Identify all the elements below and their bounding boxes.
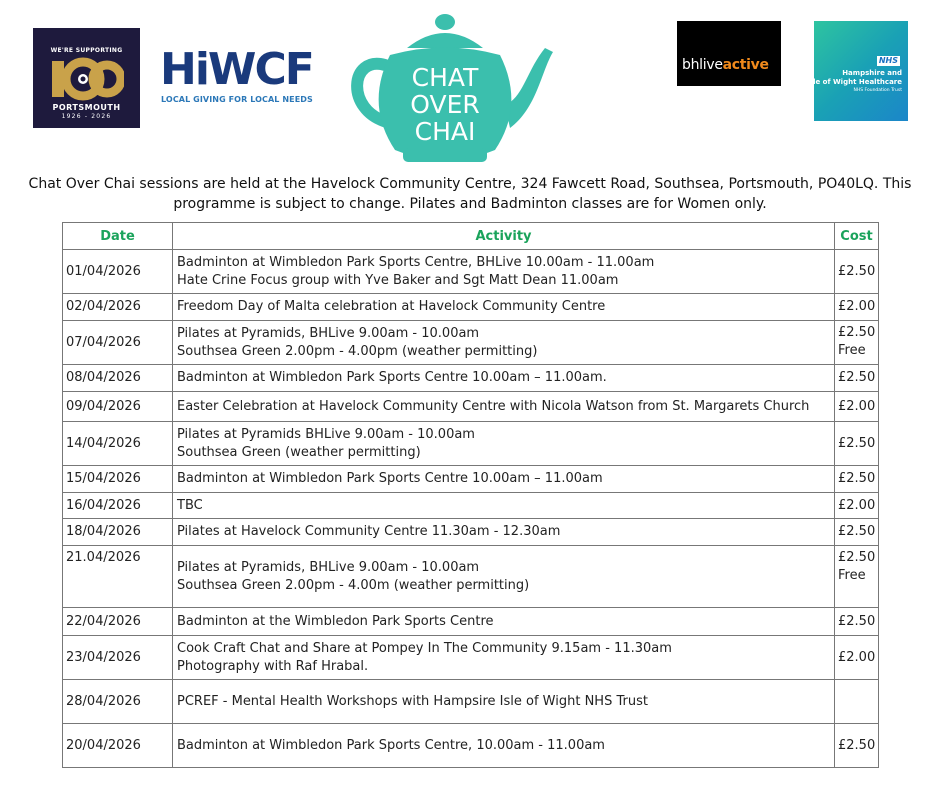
- activity-line: Pilates at Havelock Community Centre 11.30am - 12.30am: [177, 524, 561, 539]
- cell-cost: [835, 546, 879, 608]
- table-row: [63, 321, 879, 365]
- cost-line: £2.50: [838, 325, 876, 340]
- activity-line: Pilates at Pyramids, BHLive 9.00am - 10.00am: [177, 559, 480, 575]
- table-row: [63, 680, 879, 724]
- activity-line: Badminton at Wimbledon Park Sports Centre 10.00am – 11.00am.: [177, 370, 607, 385]
- schedule-table: [62, 222, 879, 768]
- cell-activity: [173, 546, 835, 608]
- table-row: [63, 493, 879, 519]
- header-activity: Activity: [173, 223, 835, 250]
- cost-line: £2.50: [838, 613, 876, 629]
- cell-date: 21.04/2026: [63, 546, 173, 608]
- intro-text: [0, 174, 940, 214]
- portsmouth-100-logo: [33, 28, 140, 128]
- cost-line: £2.50: [838, 435, 876, 451]
- activity-line: Southsea Green 2.00pm - 4.00m (weather permitting): [177, 577, 530, 593]
- hundred-icon: [50, 57, 124, 101]
- table-row: [63, 636, 879, 680]
- portsmouth-logo-city: PORTSMOUTH: [52, 103, 121, 112]
- cell-activity: [173, 321, 835, 365]
- table-row: [63, 519, 879, 546]
- cell-cost: [835, 680, 879, 724]
- nhs-badge: NHS: [878, 56, 898, 65]
- hiwcf-logo-tagline: LOCAL GIVING FOR LOCAL NEEDS: [161, 95, 313, 104]
- cell-activity: [173, 608, 835, 636]
- cost-line: £2.50: [838, 370, 876, 385]
- cell-date: 20/04/2026: [63, 724, 173, 768]
- chat-over-chai-teapot-logo: [345, 10, 555, 166]
- cell-cost: [835, 392, 879, 422]
- cell-activity: [173, 466, 835, 493]
- cell-cost: [835, 422, 879, 466]
- cell-date: 08/04/2026: [63, 365, 173, 392]
- cell-activity: [173, 636, 835, 680]
- cost-line: £2.50: [838, 471, 876, 486]
- cell-cost: [835, 321, 879, 365]
- intro-line-1: Chat Over Chai sessions are held at the Havelock Community Centre, 324 Fawcett Road, Southsea, Portsmouth, PO40LQ. This: [28, 176, 912, 192]
- activity-line: Pilates at Pyramids, BHLive 9.00am - 10.00am: [177, 325, 480, 341]
- header-date: Date: [63, 223, 173, 250]
- cell-date: 01/04/2026: [63, 250, 173, 294]
- bhlive-logo-part2: active: [722, 57, 769, 73]
- cell-cost: [835, 493, 879, 519]
- cell-activity: [173, 680, 835, 724]
- activity-line: Hate Crine Focus group with Yve Baker and Sgt Matt Dean 11.00am: [177, 272, 619, 288]
- cell-date: 14/04/2026: [63, 422, 173, 466]
- cell-date: 15/04/2026: [63, 466, 173, 493]
- cell-activity: [173, 294, 835, 321]
- cell-activity: [173, 392, 835, 422]
- schedule-body: [63, 250, 879, 768]
- nhs-logo-line2: Isle of Wight Healthcare: [806, 78, 902, 86]
- activity-line: Badminton at Wimbledon Park Sports Centre 10.00am – 11.00am: [177, 471, 603, 486]
- cost-line: £2.00: [838, 497, 876, 513]
- cell-cost: [835, 294, 879, 321]
- cell-cost: [835, 250, 879, 294]
- cost-line: £2.50: [838, 263, 876, 279]
- cell-activity: [173, 493, 835, 519]
- intro-line-2: programme is subject to change. Pilates and Badminton classes are for Women only.: [173, 196, 767, 212]
- cost-line: Free: [838, 343, 866, 358]
- table-row: [63, 422, 879, 466]
- table-row: [63, 546, 879, 608]
- hiwcf-logo-name: HiWCF: [160, 44, 313, 95]
- activity-line: TBC: [177, 497, 203, 513]
- activity-line: Easter Celebration at Havelock Community Centre with Nicola Watson from St. Margarets Church: [177, 398, 810, 414]
- cost-line: £2.50: [838, 524, 876, 539]
- cost-line: Free: [838, 568, 866, 583]
- bhlive-logo-part1: bhlive: [682, 57, 723, 73]
- cell-date: 16/04/2026: [63, 493, 173, 519]
- cell-activity: [173, 519, 835, 546]
- cell-date: 22/04/2026: [63, 608, 173, 636]
- cell-cost: [835, 724, 879, 768]
- activity-line: Badminton at Wimbledon Park Sports Centre, BHLive 10.00am - 11.00am: [177, 254, 655, 270]
- cost-line: £2.50: [838, 550, 876, 565]
- nhs-logo-line3: NHS Foundation Trust: [853, 88, 902, 93]
- cost-line: £2.00: [838, 299, 876, 314]
- nhs-logo-line1: Hampshire and: [842, 69, 902, 77]
- teapot-icon: [345, 10, 555, 166]
- bhlive-active-logo: [677, 21, 781, 86]
- table-row: [63, 250, 879, 294]
- cell-cost: [835, 466, 879, 493]
- activity-line: Southsea Green 2.00pm - 4.00pm (weather permitting): [177, 343, 538, 359]
- cell-date: 07/04/2026: [63, 321, 173, 365]
- activity-line: PCREF - Mental Health Workshops with Hampsire Isle of Wight NHS Trust: [177, 693, 648, 709]
- cell-date: 02/04/2026: [63, 294, 173, 321]
- table-row: [63, 608, 879, 636]
- table-row: [63, 392, 879, 422]
- activity-line: Freedom Day of Malta celebration at Havelock Community Centre: [177, 299, 606, 314]
- cell-date: 18/04/2026: [63, 519, 173, 546]
- cost-line: £2.50: [838, 737, 876, 753]
- table-row: [63, 466, 879, 493]
- activity-line: Badminton at the Wimbledon Park Sports Centre: [177, 613, 494, 629]
- cost-line: £2.00: [838, 398, 876, 414]
- cell-date: 23/04/2026: [63, 636, 173, 680]
- chai-logo-line1: CHAT: [411, 63, 479, 92]
- activity-line: Pilates at Pyramids BHLive 9.00am - 10.00am: [177, 426, 475, 442]
- cell-cost: [835, 519, 879, 546]
- table-row: [63, 724, 879, 768]
- hiwcf-logo: [160, 44, 328, 108]
- activity-line: Southsea Green (weather permitting): [177, 444, 421, 460]
- table-row: [63, 365, 879, 392]
- chai-logo-line2: OVER: [410, 90, 480, 119]
- cell-cost: [835, 636, 879, 680]
- portsmouth-logo-supporting: WE'RE SUPPORTING: [50, 47, 123, 54]
- portsmouth-logo-years: 1926 - 2026: [61, 113, 112, 120]
- bhlive-logo-text: [682, 57, 769, 73]
- cell-cost: [835, 608, 879, 636]
- chai-logo-line3: CHAI: [414, 117, 476, 146]
- activity-line: Photography with Raf Hrabal.: [177, 658, 369, 674]
- cell-cost: [835, 365, 879, 392]
- cell-activity: [173, 724, 835, 768]
- cell-date: 09/04/2026: [63, 392, 173, 422]
- table-header-row: [63, 223, 879, 250]
- table-row: [63, 294, 879, 321]
- activity-line: Cook Craft Chat and Share at Pompey In The Community 9.15am - 11.30am: [177, 640, 672, 656]
- header-cost: Cost: [835, 223, 879, 250]
- activity-line: Badminton at Wimbledon Park Sports Centre, 10.00am - 11.00am: [177, 737, 605, 753]
- cell-activity: [173, 250, 835, 294]
- cell-date: 28/04/2026: [63, 680, 173, 724]
- cost-line: £2.00: [838, 649, 876, 665]
- cell-activity: [173, 422, 835, 466]
- cell-activity: [173, 365, 835, 392]
- nhs-hampshire-iow-logo: [806, 21, 908, 121]
